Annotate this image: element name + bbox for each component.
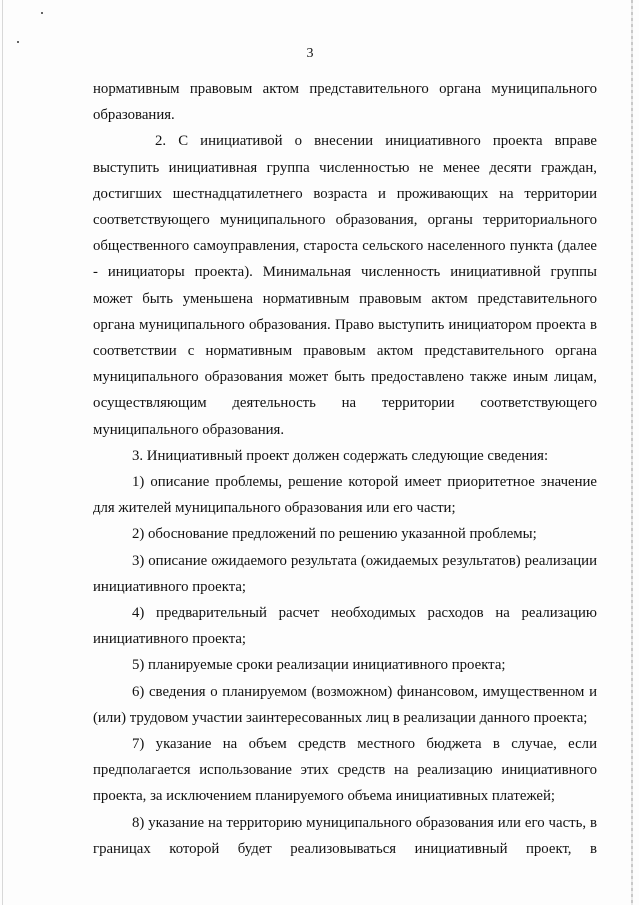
scan-edge-right <box>631 0 633 905</box>
list-item-7: 7) указание на объем средств местного бюджета в случае, если предполагается использование этих средств на реализацию инициативного проекта, за исключением планируемого объема инициативных платежей; <box>93 736 597 805</box>
paragraph-item-3: 3. Инициативный проект должен содержать следующие сведения: <box>132 447 549 464</box>
list-item-8: 8) указание на территорию муниципального образования или его часть, в границах которой будет реализовываться инициативный проект, в <box>93 814 597 857</box>
paragraph-item-2: 2. С инициативой о внесении инициативного проекта вправе выступить инициативная группа численностью не менее десяти граждан, достигших шестнадцатилетнего возраста и проживающих на территории соответствующего муниципального образования, органы территориального общественного самоуправления, староста сельского населенного пункта (далее - инициаторы проекта). Минимальная численность инициативной группы может быть уменьшена нормативным правовым актом представительного органа муниципального образования. Право выступить инициатором проекта в соответствии с нормативным правовым актом представительного органа муниципального образования может быть предоставлено также иным лицам, осуществляющим деятельность на территории соответствующего муниципального образования. <box>93 133 597 438</box>
list-item-2: 2) обоснование предложений по решению указанной проблемы; <box>132 526 537 543</box>
page-number: 3 <box>306 46 314 61</box>
list-item-6: 6) сведения о планируемом (возможном) финансовом, имущественном и (или) трудовом участии заинтересованных лиц в реализации данного проекта; <box>93 683 597 726</box>
list-item-3: 3) описание ожидаемого результата (ожидаемых результатов) реализации инициативного проекта; <box>93 552 597 595</box>
list-item-5: 5) планируемые сроки реализации инициативного проекта; <box>132 657 506 674</box>
list-item-4: 4) предварительный расчет необходимых расходов на реализацию инициативного проекта; <box>93 605 597 648</box>
paragraph-continuation: нормативным правовым актом представительного органа муниципального образования. <box>93 81 597 124</box>
document-body <box>93 76 597 862</box>
list-item-1: 1) описание проблемы, решение которой имеет приоритетное значение для жителей муниципального образования или его части; <box>93 474 597 517</box>
scan-speck <box>17 41 19 43</box>
scan-speck <box>41 12 43 14</box>
scan-edge-left <box>2 0 3 905</box>
